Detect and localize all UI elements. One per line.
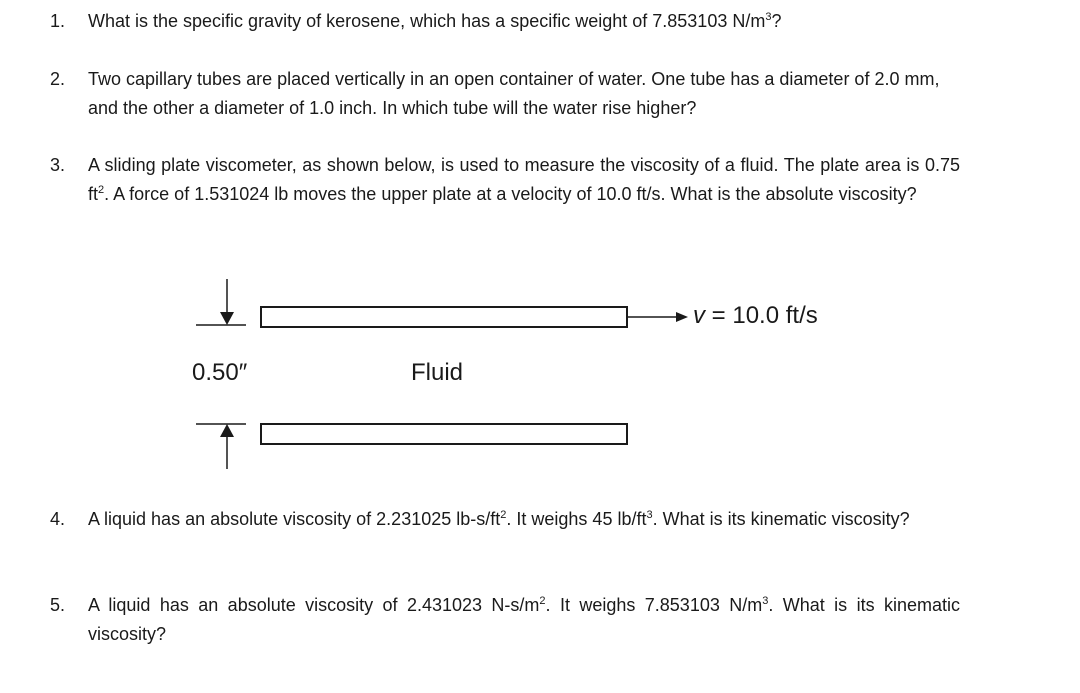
question-4 <box>50 505 960 534</box>
question-text <box>88 151 960 209</box>
fluid-label: Fluid <box>411 359 464 386</box>
superscript: 3 <box>765 11 772 23</box>
superscript: 2 <box>98 184 105 196</box>
question-number: 2. <box>50 69 66 89</box>
question-text <box>88 591 960 649</box>
question-text-part: . A force of 1.531024 lb moves the upper plate at a velocity of 10.0 ft/s. What is the absolute viscosity? <box>104 184 917 204</box>
question-number: 1. <box>50 11 66 31</box>
question-text-part: A liquid has an absolute viscosity of 2.231025 lb-s/ft <box>88 509 501 529</box>
question-number: 5. <box>50 595 66 615</box>
superscript: 3 <box>646 509 653 521</box>
lower-plate <box>261 424 627 444</box>
question-3 <box>50 151 960 209</box>
question-text: Two capillary tubes are placed vertically in an open container of water. One tube has a diameter of 2.0 mm, and the other a diameter of 1.0 inch. In which tube will the water rise higher? <box>88 69 940 118</box>
gap-dimension-label: 0.50″ <box>192 359 248 386</box>
upper-plate <box>261 307 627 327</box>
question-text-end: ? <box>771 11 782 31</box>
superscript: 2 <box>539 595 546 607</box>
velocity-value: = 10.0 ft/s <box>705 302 818 329</box>
question-text-part: . What is its kinematic viscosity? <box>88 595 961 644</box>
question-text <box>88 7 960 36</box>
question-text-part: . It weighs 7.853103 N/m <box>545 595 763 615</box>
upper-dimension-arrowhead <box>220 312 234 325</box>
question-5 <box>50 591 960 649</box>
question-1 <box>50 7 960 36</box>
question-number: 4. <box>50 509 66 529</box>
question-text-part: . It weighs 45 lb/ft <box>506 509 647 529</box>
question-text-main: What is the specific gravity of kerosene, which has a specific weight of 7.853103 N/m <box>88 11 766 31</box>
velocity-label <box>693 302 818 330</box>
question-text-part: A sliding plate viscometer, as shown below, is used to measure the viscosity of a fluid. The plate area is 0.75 ft <box>88 155 960 204</box>
velocity-variable: v <box>693 302 705 329</box>
lower-dimension-arrowhead <box>220 424 234 437</box>
question-text-part: A liquid has an absolute viscosity of 2.431023 N-s/m <box>88 595 540 615</box>
question-number: 3. <box>50 155 66 175</box>
question-text-part: . What is its kinematic viscosity? <box>652 509 910 529</box>
superscript: 2 <box>500 509 507 521</box>
question-text <box>88 505 960 534</box>
superscript: 3 <box>762 595 769 607</box>
velocity-arrowhead <box>676 312 688 322</box>
question-2 <box>50 65 960 123</box>
